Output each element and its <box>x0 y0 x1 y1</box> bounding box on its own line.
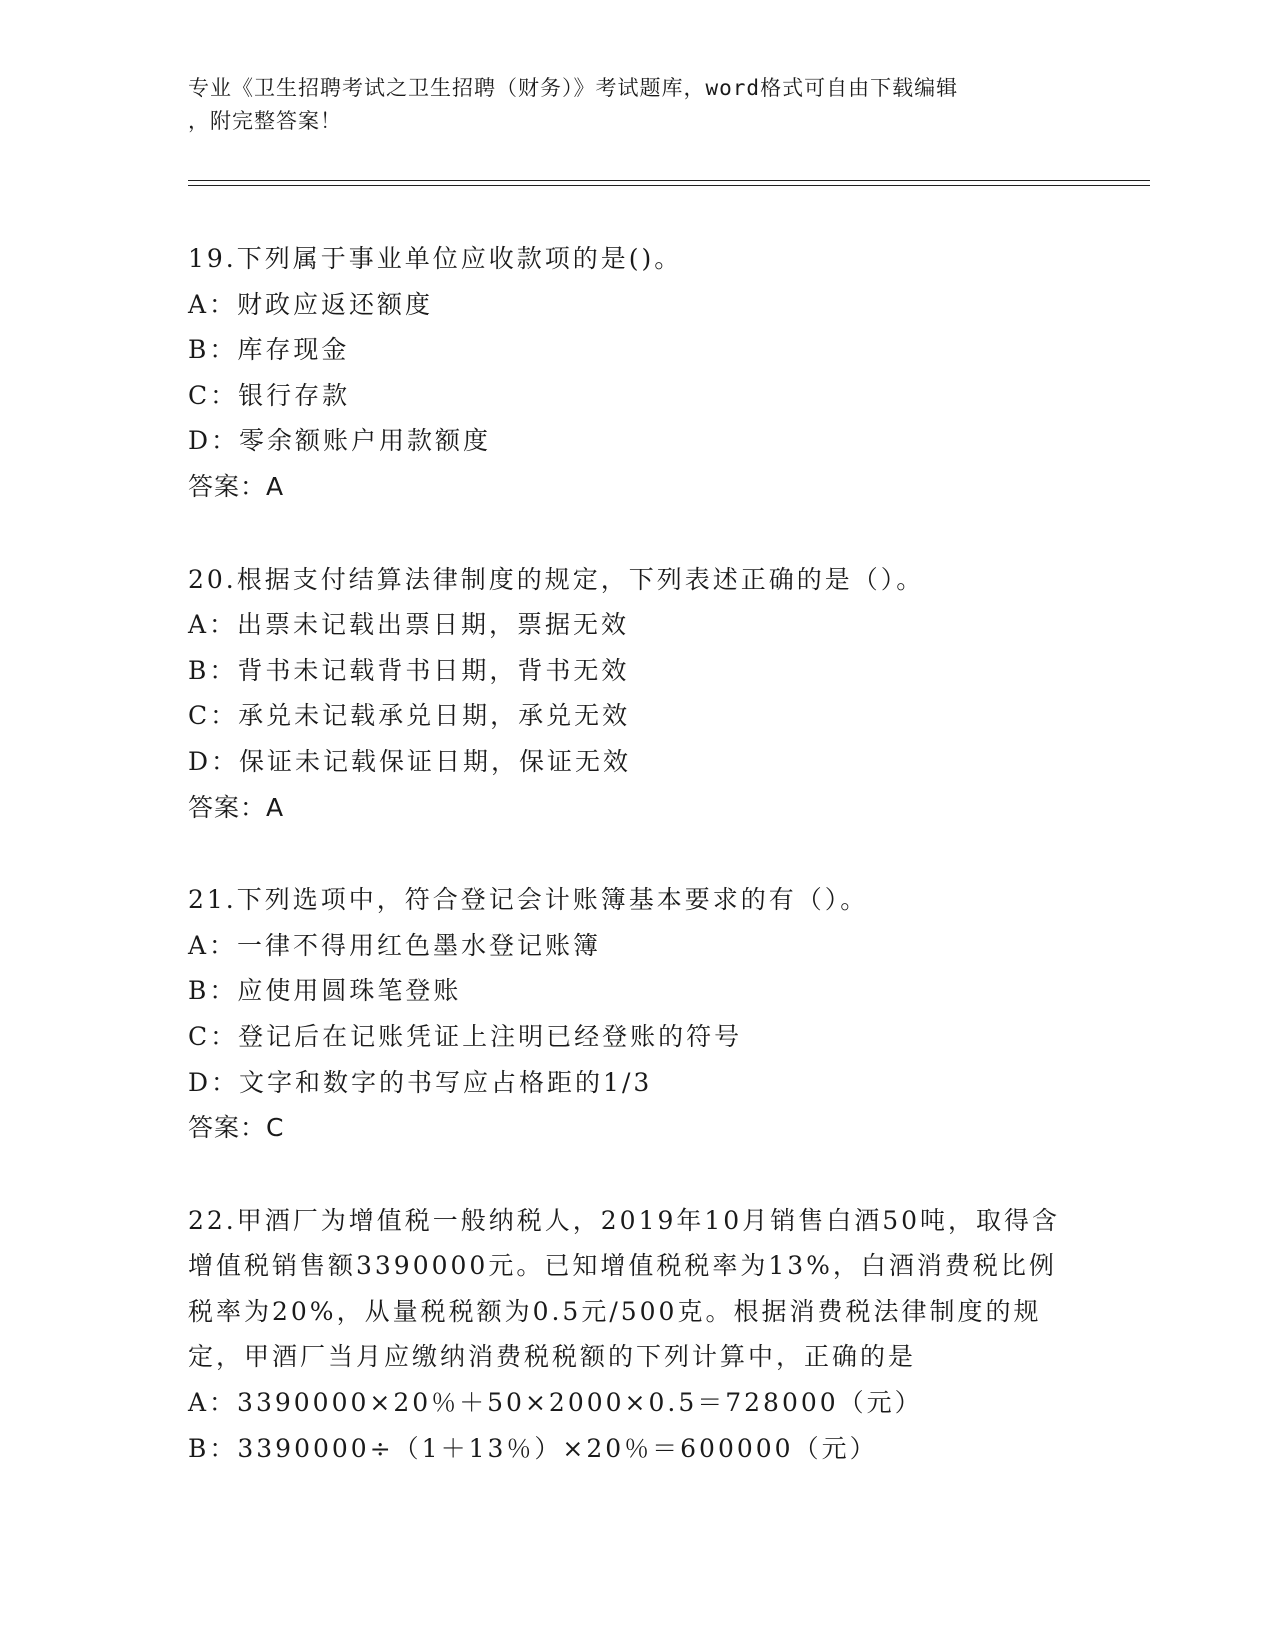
answer-line: 答案：A <box>188 471 285 501</box>
answer-line: 答案：C <box>188 1113 285 1143</box>
option-d: D：零余额账户用款额度 <box>188 426 492 456</box>
question-stem <box>188 236 1088 282</box>
header-line-2: ，附完整答案！ <box>188 109 342 133</box>
option-c: C：登记后在记账凭证上注明已经登账的符号 <box>188 1021 743 1051</box>
header-divider-top <box>188 180 1150 181</box>
option-a: A：一律不得用红色墨水登记账簿 <box>188 930 602 960</box>
question-stem <box>188 1198 1088 1380</box>
question-stem <box>188 877 1088 923</box>
question-stem <box>188 557 1088 603</box>
question-stem-line: 定，甲酒厂当月应缴纳消费税税额的下列计算中，正确的是 <box>188 1342 917 1372</box>
question-19 <box>188 236 1088 510</box>
option-d: D：文字和数字的书写应占格距的1/3 <box>188 1067 653 1097</box>
question-stem-line: 22.甲酒厂为增值税一般纳税人，2019年10月销售白酒50吨，取得含 <box>188 1205 1061 1235</box>
option-b: B：库存现金 <box>188 335 350 365</box>
option-d: D：保证未记载保证日期，保证无效 <box>188 746 632 776</box>
option-b: B：应使用圆珠笔登账 <box>188 976 462 1006</box>
question-stem-line: 19.下列属于事业单位应收款项的是()。 <box>188 244 683 273</box>
header-line-1: 专业《卫生招聘考试之卫生招聘（财务）》考试题库，word格式可自由下载编辑 <box>188 76 959 100</box>
option-c: C：承兑未记载承兑日期，承兑无效 <box>188 701 631 731</box>
question-stem-line: 20.根据支付结算法律制度的规定，下列表述正确的是（）。 <box>188 564 925 594</box>
option-b: B：背书未记载背书日期，背书无效 <box>188 655 630 685</box>
option-c: C：银行存款 <box>188 380 351 410</box>
question-22 <box>188 1198 1088 1472</box>
header-divider-bottom <box>188 185 1150 186</box>
question-20 <box>188 557 1088 831</box>
question-stem-line: 21.下列选项中，符合登记会计账簿基本要求的有（）。 <box>188 885 869 915</box>
option-a: A：财政应返还额度 <box>188 289 434 319</box>
option-b: B：3390000÷（1＋13％）×20％＝600000（元） <box>188 1433 878 1463</box>
option-a: A：出票未记载出票日期，票据无效 <box>188 610 630 640</box>
question-stem-line: 税率为20%，从量税税额为0.5元/500克。根据消费税法律制度的规 <box>188 1296 1042 1326</box>
question-list <box>188 236 1088 1518</box>
question-21 <box>188 877 1088 1151</box>
document-header <box>188 72 1088 138</box>
answer-line: 答案：A <box>188 792 285 822</box>
question-stem-line: 增值税销售额3390000元。已知增值税税率为13%，白酒消费税比例 <box>188 1251 1057 1281</box>
option-a: A：3390000×20％＋50×2000×0.5＝728000（元） <box>188 1388 923 1418</box>
